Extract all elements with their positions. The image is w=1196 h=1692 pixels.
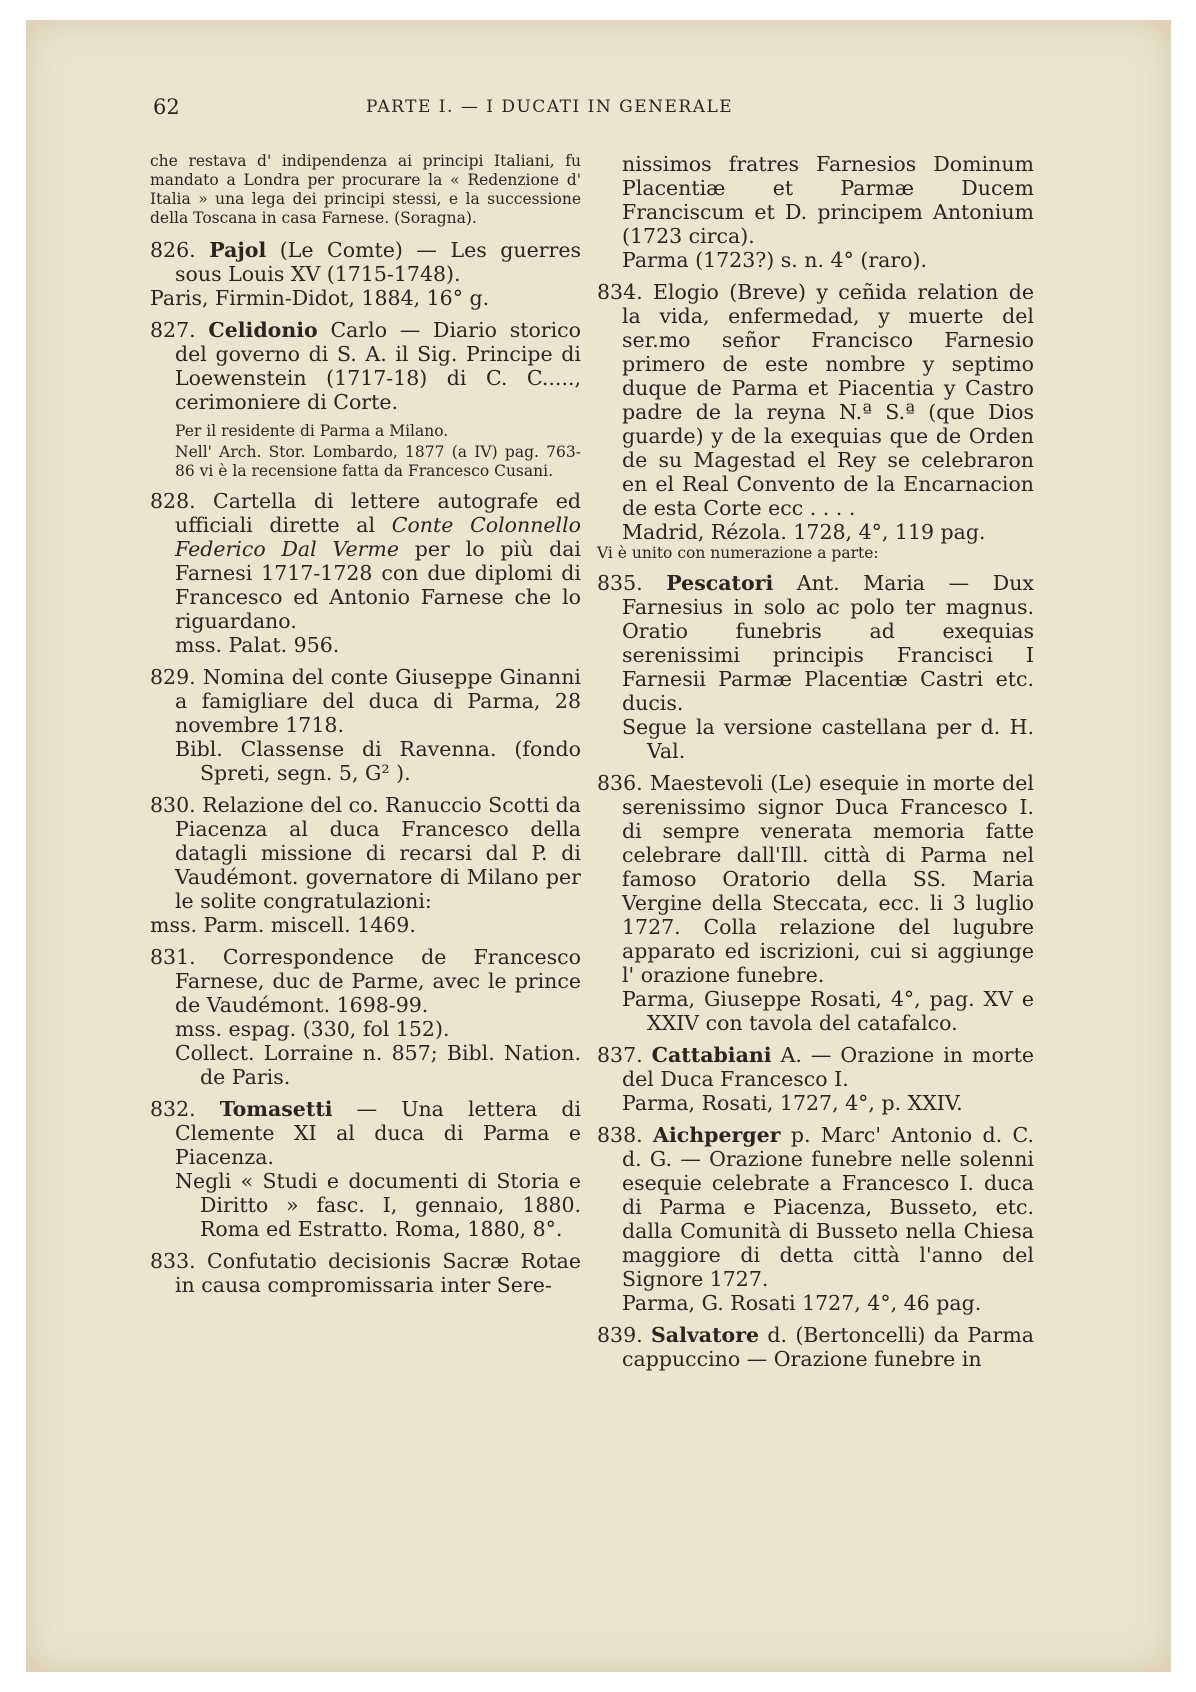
entry-number: 830. xyxy=(150,793,196,817)
entry-note: Segue la versione castellana per d. H. Val. xyxy=(622,715,1034,763)
entry-source: mss. espag. (330, fol 152). xyxy=(175,1017,450,1041)
entry-826 xyxy=(150,238,581,310)
entry-imprint: Madrid, Rézola. 1728, 4°, 119 pag. xyxy=(622,520,986,544)
entry-833 xyxy=(150,1249,581,1297)
entry-imprint: Paris, Firmin-Didot, 1884, 16° g. xyxy=(150,286,490,310)
entry-837 xyxy=(597,1043,1034,1115)
entry-text: A. — Orazione in morte del Duca Francesco I. xyxy=(622,1043,1034,1091)
entry-text: Carlo — Diario storico del governo di S. A. il Sig. Principe di Loewenstein (1717-18) di C. C....., cerimoniere di Corte. xyxy=(175,318,581,414)
entry-title: Conte Colonnello Federico Dal Verme xyxy=(175,513,581,561)
entry-836 xyxy=(597,771,1034,1035)
entry-number: 839. xyxy=(597,1323,643,1347)
entry-number: 838. xyxy=(597,1123,643,1147)
entry-source: mss. Parm. miscell. 1469. xyxy=(150,913,416,937)
entry-text: (Le Comte) — Les guerres sous Louis XV (1715-1748). xyxy=(175,238,581,286)
entry-author: Celidonio xyxy=(208,318,318,342)
entry-number: 835. xyxy=(597,571,643,595)
entry-text: Maestevoli (Le) esequie in morte del serenissimo signor Duca Francesco I. di sempre venerata memoria fatte celebrare dall'Ill. città di Parma nel famoso Oratorio della SS. Maria Vergine della Steccata, ecc. li 3 luglio 1727. Colla relazione del lugubre apparato ed iscrizioni, cui si aggiunge l' orazione funebre. xyxy=(622,771,1034,987)
entry-author: Tomasetti xyxy=(219,1097,333,1121)
entry-827-note-2: Nell' Arch. Stor. Lombardo, 1877 (a IV) pag. 763-86 vi è la recensione fatta da Francesco Cusani. xyxy=(175,443,581,480)
entry-number: 826. xyxy=(150,238,196,262)
entry-author: Cattabiani xyxy=(651,1043,772,1067)
entry-832 xyxy=(150,1097,581,1241)
entry-imprint: Parma, Rosati, 1727, 4°, p. XXIV. xyxy=(622,1091,963,1115)
page-number: 62 xyxy=(153,95,180,119)
entry-text: Confutatio decisionis Sacræ Rotae in causa compromissaria inter Sere- xyxy=(175,1249,581,1297)
entry-text: Relazione del co. Ranuccio Scotti da Piacenza al duca Francesco della datagli missione di recarsi dal P. di Vaudémont. governatore di Milano per le solite congratulazioni: xyxy=(175,793,581,913)
entry-text: Correspondence de Francesco Farnese, duc de Parme, avec le prince de Vaudémont. 1698-99. xyxy=(175,945,581,1017)
entry-833-imprint: Parma (1723?) s. n. 4° (raro). xyxy=(622,248,928,272)
entry-author: Salvatore xyxy=(651,1323,760,1347)
entry-834 xyxy=(597,280,1034,563)
entry-text: d. (Bertoncelli) da Parma cappuccino — Orazione funebre in xyxy=(622,1323,1034,1371)
entry-text: p. Marc' Antonio d. C. d. G. — Orazione funebre nelle solenni esequie celebrate a Francesco I. duca di Parma e Piacenza, Busseto, etc. dalla Comunità di Busseto nella Chiesa maggiore di detta città l'anno del Signore 1727. xyxy=(622,1123,1034,1291)
entry-text: Nomina del conte Giuseppe Ginanni a famigliare del duca di Parma, 28 novembre 1718. xyxy=(175,665,581,737)
entry-number: 827. xyxy=(150,318,196,342)
entry-number: 836. xyxy=(597,771,643,795)
entry-839 xyxy=(597,1323,1034,1371)
entry-text: Elogio (Breve) y ceñida relation de la vida, enfermedad, y muerte del ser.mo señor Francisco Farnesio primero de este nombre y septimo duque de Parma et Piacentia y Castro padre de la reyna N.ª S.ª (que Dios guarde) y de la exequias que de Orden de su Magestad el Rey se celebraron en el Real Convento de la Encarnacion de esta Corte ecc . . . . xyxy=(622,280,1034,520)
entry-author: Aichperger xyxy=(653,1123,781,1147)
entry-827 xyxy=(150,318,581,414)
right-column xyxy=(597,152,1034,1379)
entry-827-note-1: Per il residente di Parma a Milano. xyxy=(175,422,449,440)
entry-number: 829. xyxy=(150,665,196,689)
entry-source: mss. Palat. 956. xyxy=(175,633,340,657)
left-column xyxy=(150,152,581,1305)
entry-number: 831. xyxy=(150,945,196,969)
running-head: PARTE I. — I DUCATI IN GENERALE xyxy=(366,97,734,117)
entry-author: Pajol xyxy=(209,238,267,262)
entry-author: Pescatori xyxy=(666,571,774,595)
entry-note: Vi è unito con numerazione a parte: xyxy=(597,544,879,562)
entry-825-continuation: che restava d' indipendenza ai principi Italiani, fu mandato a Londra per procurare la « Redenzione d' Italia » una lega dei principi stessi, e la successione della Toscana in casa Farnese. (Soragna). xyxy=(150,152,581,227)
entry-829 xyxy=(150,665,581,785)
entry-830 xyxy=(150,793,581,937)
entry-838 xyxy=(597,1123,1034,1315)
entry-text: Ant. Maria — Dux Farnesius in solo ac polo ter magnus. Oratio funebris ad exequias serenissimi principis Francisci I Farnesii Parmæ Placentiæ Castri etc. ducis. xyxy=(622,571,1034,715)
entry-imprint: Parma, G. Rosati 1727, 4°, 46 pag. xyxy=(622,1291,982,1315)
entry-source: Negli « Studi e documenti di Storia e Diritto » fasc. I, gennaio, 1880. Roma ed Estratto. Roma, 1880, 8°. xyxy=(175,1169,581,1241)
entry-text: — Una lettera di Clemente XI al duca di Parma e Piacenza. xyxy=(175,1097,581,1169)
entry-833-continuation: nissimos fratres Farnesios Dominum Placentiæ et Parmæ Ducem Franciscum et D. principem Antonium (1723 circa). xyxy=(622,152,1034,248)
entry-828 xyxy=(150,489,581,657)
entry-number: 834. xyxy=(597,280,643,304)
entry-source: Bibl. Classense di Ravenna. (fondo Spreti, segn. 5, G² ). xyxy=(175,737,581,785)
entry-source: Collect. Lorraine n. 857; Bibl. Nation. de Paris. xyxy=(175,1041,581,1089)
entry-number: 828. xyxy=(150,489,196,513)
entry-835 xyxy=(597,571,1034,763)
entry-imprint: Parma, Giuseppe Rosati, 4°, pag. XV e XXIV con tavola del catafalco. xyxy=(622,987,1034,1035)
entry-number: 832. xyxy=(150,1097,196,1121)
entry-text: Cartella di lettere autografe ed ufficiali dirette al xyxy=(175,489,581,537)
entry-831 xyxy=(150,945,581,1089)
book-page xyxy=(26,20,1171,1672)
entry-text: per lo più dai Farnesi 1717-1728 con due diplomi di Francesco ed Antonio Farnese che lo riguardano. xyxy=(175,537,581,633)
entry-number: 833. xyxy=(150,1249,196,1273)
entry-number: 837. xyxy=(597,1043,643,1067)
